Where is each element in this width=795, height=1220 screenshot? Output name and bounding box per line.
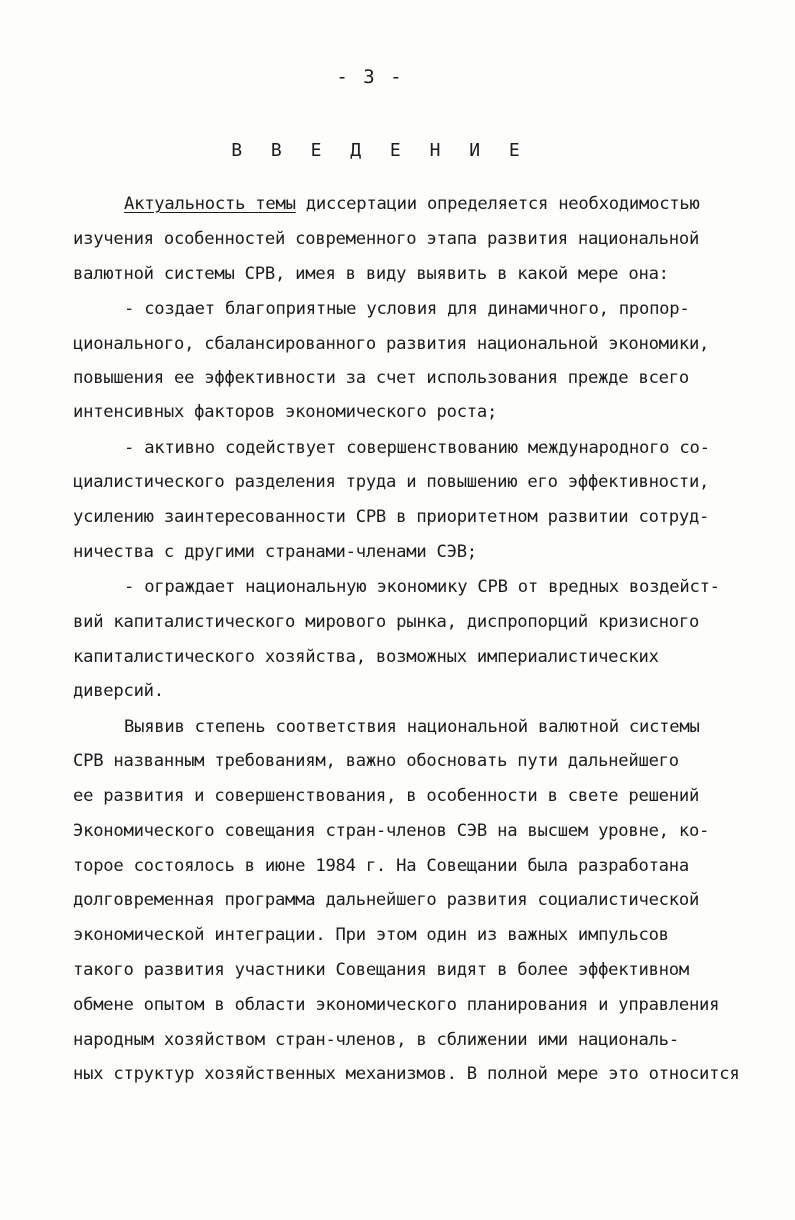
text-line: капиталистического хозяйства, возможных империалистических [73, 647, 659, 667]
text-line: диверсий. [73, 681, 164, 701]
section-heading: В В Е Д Е Н И Е [231, 140, 529, 161]
text-line: такого развития участники Совещания видят в более эффективном [73, 960, 689, 980]
text-line: Выявив степень соответствия национальной валютной системы [124, 717, 700, 737]
text-line [124, 193, 700, 215]
text-line: валютной системы СРВ, имея в виду выявить в какой мере она: [73, 264, 669, 284]
underlined-phrase: Актуальность темы [124, 194, 296, 214]
text-line: торое состоялось в июне 1984 г. На Совещании была разработана [73, 856, 689, 876]
text-line: - активно содействует совершенствованию международного со- [124, 438, 710, 458]
text-line: СРВ названным требованиям, важно обосновать пути дальнейшего [73, 751, 679, 771]
text-line: - создает благоприятные условия для динамичного, пропор- [124, 299, 690, 319]
text-line: экономической интеграции. При этом один из важных импульсов [73, 925, 669, 945]
page-number: - 3 - [336, 66, 404, 88]
text-line: - ограждает национальную экономику СРВ от вредных воздейст- [124, 577, 720, 597]
text-line: повышения ее эффективности за счет использования прежде всего [73, 368, 689, 388]
text-line: изучения особенностей современного этапа развития национальной [73, 229, 700, 249]
text-line: народным хозяйством стран-членов, в сближении ими националь- [73, 1030, 679, 1050]
text-line: усилению заинтересованности СРВ в приоритетном развитии сотруд- [73, 507, 710, 527]
text-line: ционального, сбалансированного развития национальной экономики, [73, 334, 710, 354]
text-line: циалистического разделения труда и повышению его эффективности, [73, 472, 710, 492]
text-line: ных структур хозяйственных механизмов. В полной мере это относится [73, 1064, 740, 1084]
text-line: долговременная программа дальнейшего развития социалистической [73, 890, 700, 910]
text-line-rest: диссертации определяется необходимостью [295, 194, 700, 214]
text-line: вий капиталистического мирового рынка, диспропорций кризисного [73, 612, 700, 632]
text-line: обмене опытом в области экономического планирования и управления [73, 995, 720, 1015]
text-line: интенсивных факторов экономического роста; [73, 402, 498, 422]
text-line: ее развития и совершенствования, в особенности в свете решений [73, 786, 700, 806]
text-line: ничества с другими странами-членами СЭВ; [73, 542, 477, 562]
text-line: Экономического совещания стран-членов СЭВ на высшем уровне, ко- [73, 821, 710, 841]
